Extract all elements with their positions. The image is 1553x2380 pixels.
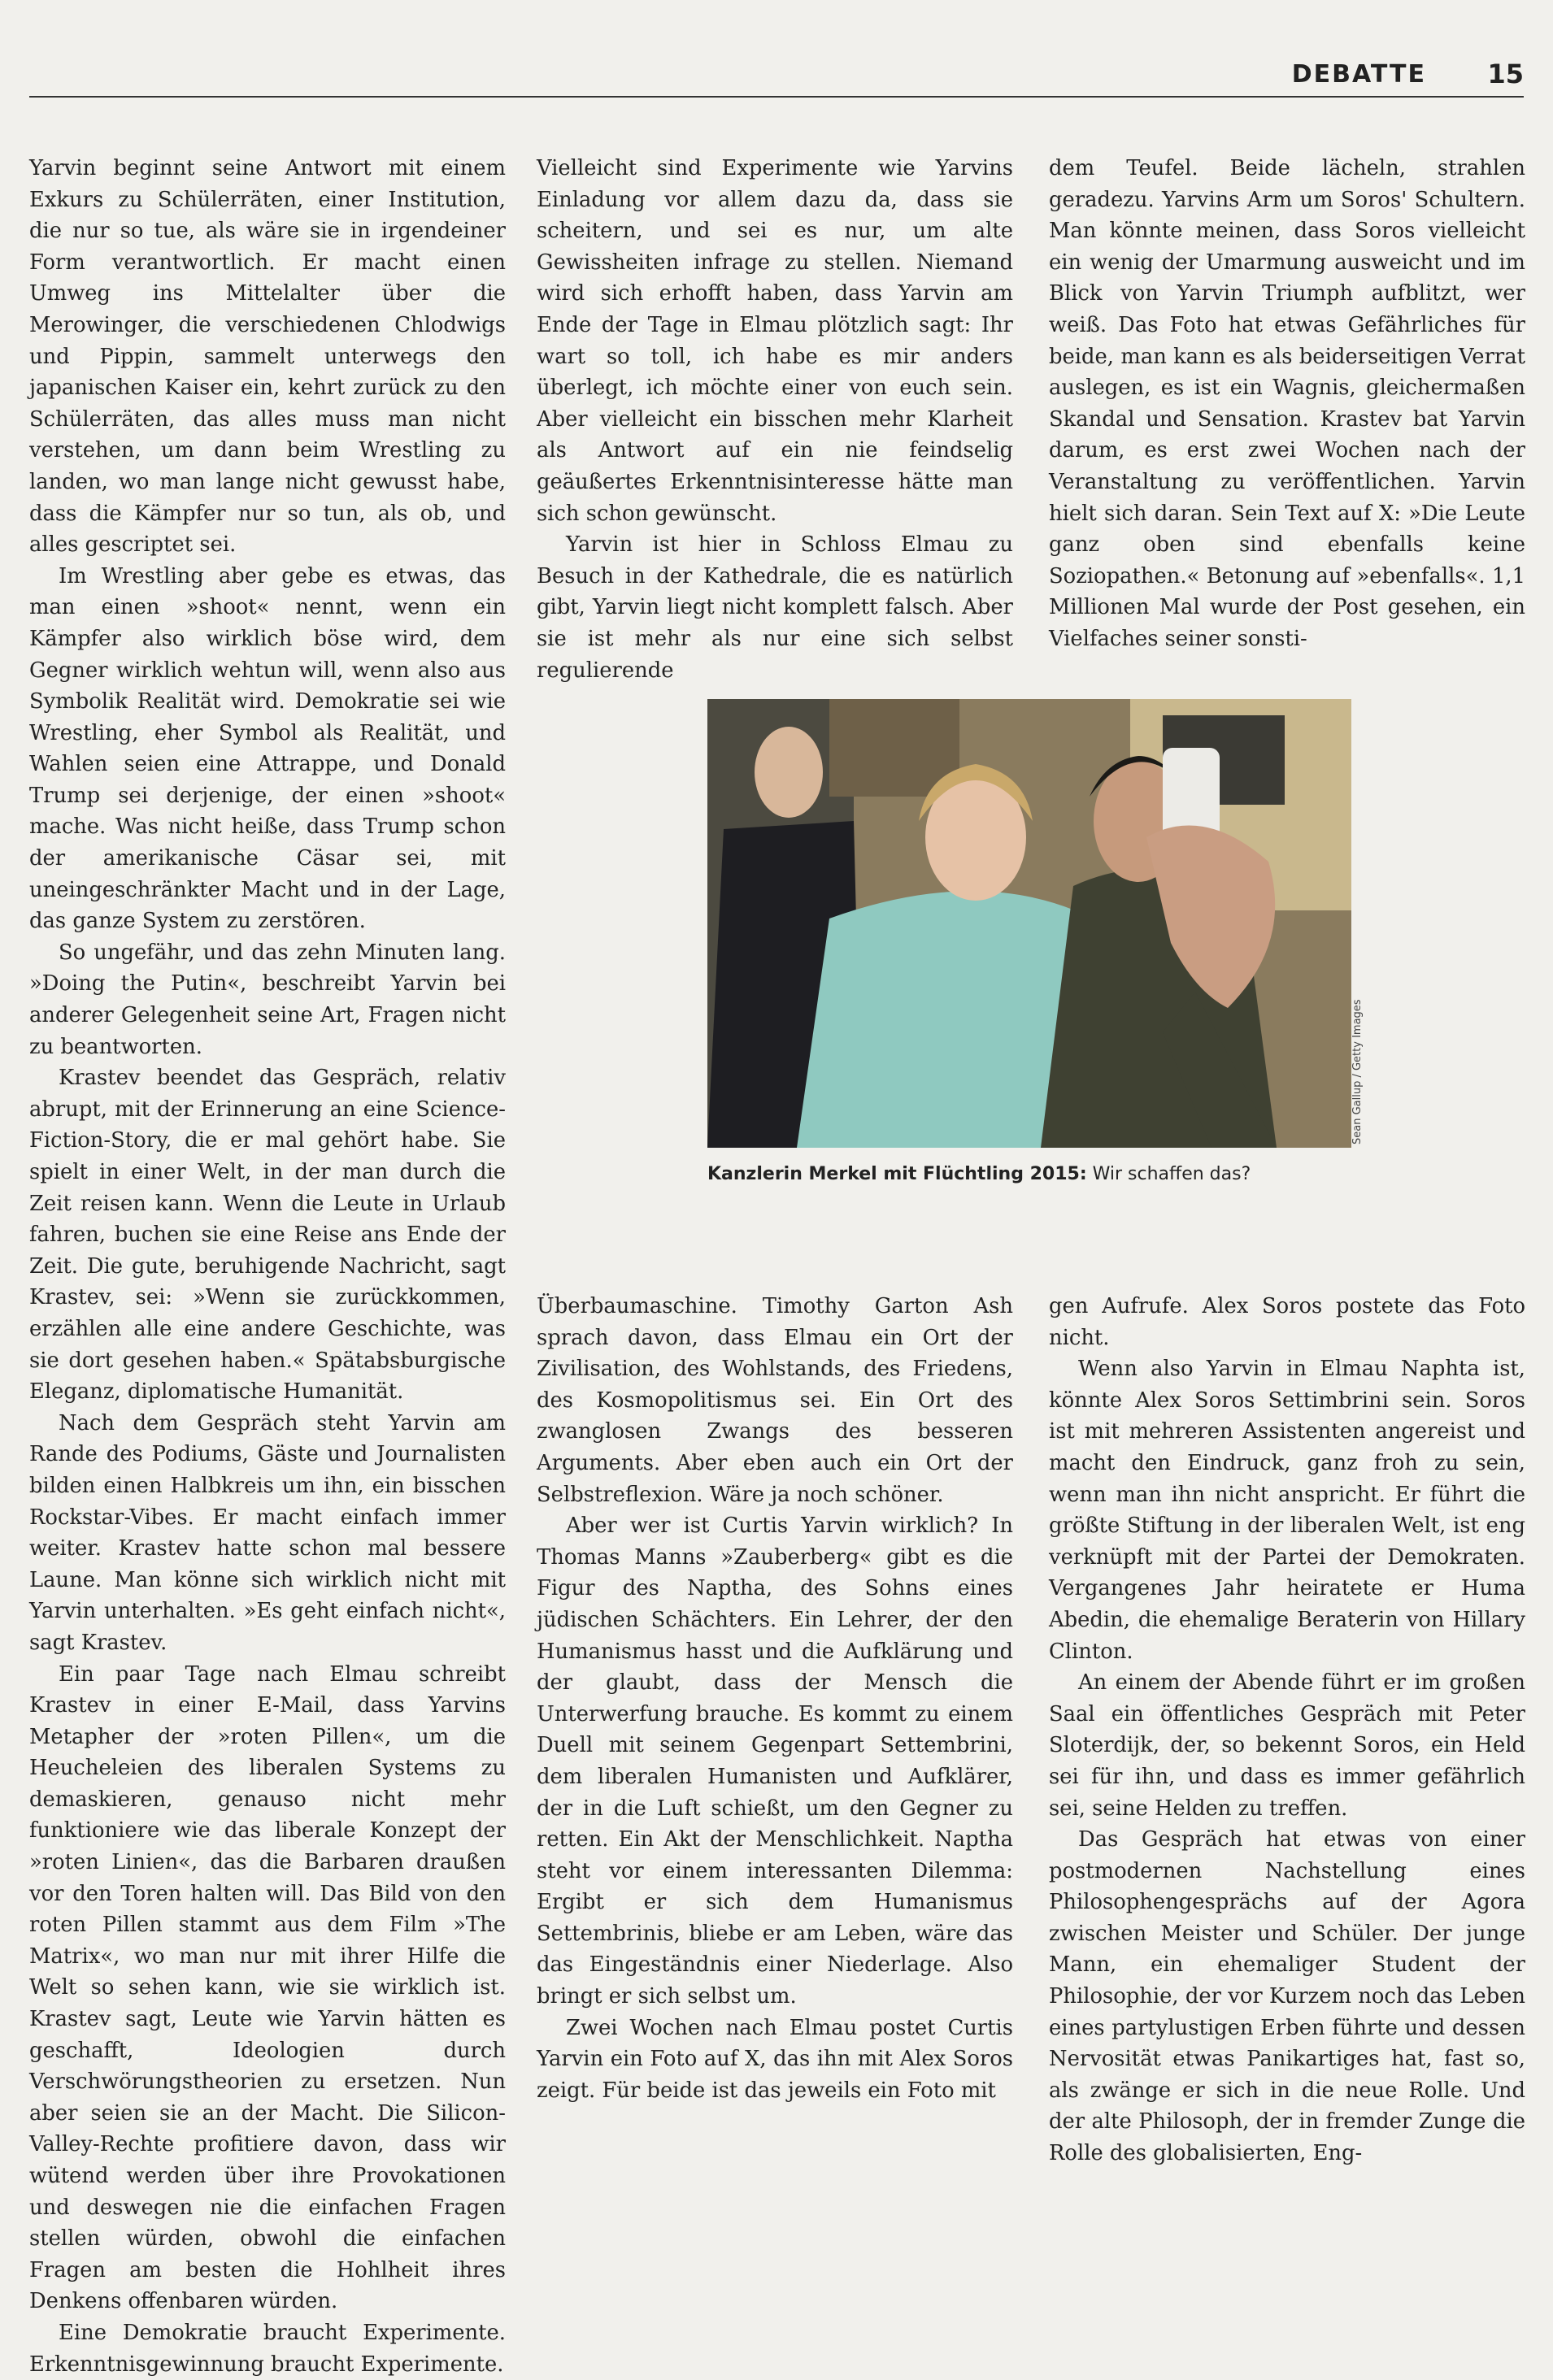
paragraph: Überbaumaschine. Timothy Garton Ash sprach davon, dass Elmau ein Ort der Zivilisation, des Wohlstands, des Friedens, des Kosmopolitismus sei. Ein Ort des zwanglosen Zwangs des besseren Arguments. Aber eben auch ein Ort der Selbstreflexion. Wäre ja noch schöner. bbox=[537, 1294, 1013, 1507]
article-column-3-bottom bbox=[1049, 1291, 1525, 2166]
paragraph: So ungefähr, und das zehn Minuten lang. »Doing the Putin«, beschreibt Yarvin bei anderer Gelegenheit seine Art, Fragen nicht zu beantworten. bbox=[29, 940, 506, 1059]
paragraph: An einem der Abende führt er im großen Saal ein öffentliches Gespräch mit Peter Sloterdijk, der, so bekennt Soros, ein Held sei für ihn, und dass es immer gefährlich sei, seine Helden zu treffen. bbox=[1049, 1670, 1525, 1821]
article-column-2-top bbox=[537, 153, 1013, 683]
paragraph: dem Teufel. Beide lächeln, strahlen geradezu. Yarvins Arm um Soros' Schultern. Man könnte meinen, dass Soros vielleicht ein wenig der Umarmung ausweicht und im Blick von Yarvin Triumph aufblitzt, wer weiß. Das Foto hat etwas Gefährliches für beide, man kann es als beiderseitigen Verrat auslegen, es ist ein Wagnis, gleichermaßen Skandal und Sensation. Krastev bat Yarvin darum, es erst zwei Wochen nach der Veranstaltung zu veröffentlichen. Yarvin hielt sich daran. Sein Text auf X: »Die Leute ganz oben sind ebenfalls keine Soziopathen.« Betonung auf »ebenfalls«. 1,1 Millionen Mal wurde der Post gesehen, ein Vielfaches seiner sonsti- bbox=[1049, 156, 1525, 651]
photo-credit: Sean Gallup / Getty Images bbox=[1351, 999, 1364, 1144]
paragraph: Nach dem Gespräch steht Yarvin am Rande des Podiums, Gäste und Journalisten bilden einen Halbkreis um ihn, ein bisschen Rockstar-Vibes. Er macht einfach immer weiter. Krastev hatte schon mal bessere Laune. Man könne sich wirklich nicht mit Yarvin unterhalten. »Es geht einfach nicht«, sagt Krastev. bbox=[29, 1410, 506, 1655]
photo-caption bbox=[707, 1164, 1358, 1184]
paragraph: Das Gespräch hat etwas von einer postmodernen Nachstellung eines Philosophengesprächs auf der Agora zwischen Meister und Schüler. Der junge Mann, ein ehemaliger Student der Philosophie, der vor Kurzem noch das Leben eines partylustigen Erben führte und dessen Nervosität etwas Panikartiges hat, fast so, als zwänge er sich in die neue Rolle. Und der alte Philosoph, der in fremder Zunge die Rolle des globalisierten, Eng- bbox=[1049, 1827, 1525, 2166]
paragraph: Aber wer ist Curtis Yarvin wirklich? In Thomas Manns »Zauberberg« gibt es die Figur des Naptha, des Sohns eines jüdischen Schächters. Ein Lehrer, der den Humanismus hasst und die Aufklärung und der glaubt, dass der Mensch die Unterwerfung brauche. Es kommt zu einem Duell mit seinem Gegenpart Settembrini, dem liberalen Humanisten und Aufklärer, der in die Luft schießt, um den Gegner zu retten. Ein Akt der Menschlichkeit. Naptha steht vor einem interessanten Dilemma: Ergibt er sich dem Humanismus Settembrinis, bliebe er am Leben, wäre das das Eingeständnis einer Niederlage. Also bringt er sich selbst um. bbox=[537, 1514, 1013, 2009]
selfie-photo-illustration bbox=[707, 699, 1351, 1148]
paragraph: Krastev beendet das Gespräch, relativ abrupt, mit der Erinnerung an eine Science-Fiction-Story, die er mal gehört habe. Sie spielt in einer Welt, in der man durch die Zeit reisen kann. Wenn die Leute in Urlaub fahren, buchen sie eine Reise ans Ende der Zeit. Die gute, beruhigende Nachricht, sagt Krastev, sei: »Wenn sie zurückkommen, erzählen alle eine andere Geschichte, was sie dort gesehen haben.« Spätabsburgische Eleganz, diplomatische Humanität. bbox=[29, 1066, 506, 1405]
caption-bold: Kanzlerin Merkel mit Flüchtling 2015: bbox=[707, 1164, 1087, 1184]
paragraph: Im Wrestling aber gebe es etwas, das man einen »shoot« nennt, wenn ein Kämpfer also wirklich böse wird, dem Gegner wirklich wehtun will, wenn also aus Symbolik Realität wird. Demokratie sei wie Wrestling, eher Symbol als Realität, und Wahlen seien eine Attrappe, und Donald Trump sei derjenige, der einen »shoot« mache. Was nicht heiße, dass Trump schon der amerikanische Cäsar sei, mit uneingeschränkter Macht und in der Lage, das ganze System zu zerstören. bbox=[29, 563, 506, 934]
paragraph: Yarvin ist hier in Schloss Elmau zu Besuch in der Kathedrale, die es natürlich gibt, Yarvin liegt nicht komplett falsch. Aber sie ist mehr als nur eine sich selbst regulierende bbox=[537, 532, 1013, 683]
news-photo bbox=[707, 699, 1351, 1148]
article-column-1 bbox=[29, 153, 506, 2377]
paragraph: gen Aufrufe. Alex Soros postete das Foto nicht. bbox=[1049, 1294, 1525, 1350]
paragraph: Eine Demokratie braucht Experimente. Erkenntnisgewinnung braucht Experimente. bbox=[29, 2320, 506, 2377]
page-number: 15 bbox=[1487, 59, 1524, 89]
paragraph: Ein paar Tage nach Elmau schreibt Krastev in einer E-Mail, dass Yarvins Metapher der »roten Pillen«, um die Heucheleien des liberalen Systems zu demaskieren, genauso nicht mehr funktioniere wie das liberale Konzept der »roten Linien«, das die Barbaren draußen vor den Toren halten will. Das Bild von den roten Pillen stammt aus dem Film »The Matrix«, wo man nur mit ihrer Hilfe die Welt so sehen kann, wie sie wirklich ist. Krastev sagt, Leute wie Yarvin hätten es geschafft, Ideologien durch Verschwörungstheorien zu ersetzen. Nun aber seien sie an der Macht. Die Silicon-Valley-Rechte profitiere davon, dass wir wütend werden über ihre Provokationen und deswegen nie die einfachen Fragen stellen würden, obwohl die einfachen Fragen am besten die Hohlheit ihres Denkens offenbaren würden. bbox=[29, 1661, 506, 2314]
paragraph: Wenn also Yarvin in Elmau Naphta ist, könnte Alex Soros Settimbrini sein. Soros ist mit mehreren Assistenten angereist und macht den Eindruck, ganz froh zu sein, wenn man ihn nicht anspricht. Er führt die größte Stiftung in der liberalen Welt, ist eng verknüpft mit der Partei der Demokraten. Vergangenes Jahr heiratete er Huma Abedin, die ehemalige Beraterin von Hillary Clinton. bbox=[1049, 1357, 1525, 1664]
paragraph: Yarvin beginnt seine Antwort mit einem Exkurs zu Schülerräten, einer Institution, die nur so tue, als wäre sie in irgendeiner Form verantwortlich. Er macht einen Umweg ins Mittelalter über die Merowinger, die verschiedenen Chlodwigs und Pippin, sammelt unterwegs den japanischen Kaiser ein, kehrt zurück zu den Schülerräten, das alles muss man nicht verstehen, um dann beim Wrestling zu landen, wo man lange nicht gewusst habe, dass die Kämpfer nur so tun, als ob, und alles gescriptet sei. bbox=[29, 156, 506, 558]
paragraph: Vielleicht sind Experimente wie Yarvins Einladung vor allem dazu da, dass sie scheitern, und sei es nur, um alte Gewissheiten infrage zu stellen. Niemand wird sich erhofft haben, dass Yarvin am Ende der Tage in Elmau plötzlich sagt: Ihr wart so toll, ich habe es mir anders überlegt, ich möchte einer von euch sein. Aber vielleicht ein bisschen mehr Klarheit als Antwort auf ein nie feindselig geäußertes Erkenntnisinteresse hätte man sich schon gewünscht. bbox=[537, 156, 1013, 526]
article-column-3-top bbox=[1049, 153, 1525, 689]
section-title: DEBATTE bbox=[1291, 60, 1426, 89]
article-column-2-bottom bbox=[537, 1291, 1013, 2103]
page-header bbox=[29, 55, 1524, 98]
caption-text: Wir schaffen das? bbox=[1086, 1164, 1251, 1184]
paragraph: Zwei Wochen nach Elmau postet Curtis Yarvin ein Foto auf X, das ihn mit Alex Soros zeigt. Für beide ist das jeweils ein Foto mit bbox=[537, 2015, 1013, 2103]
